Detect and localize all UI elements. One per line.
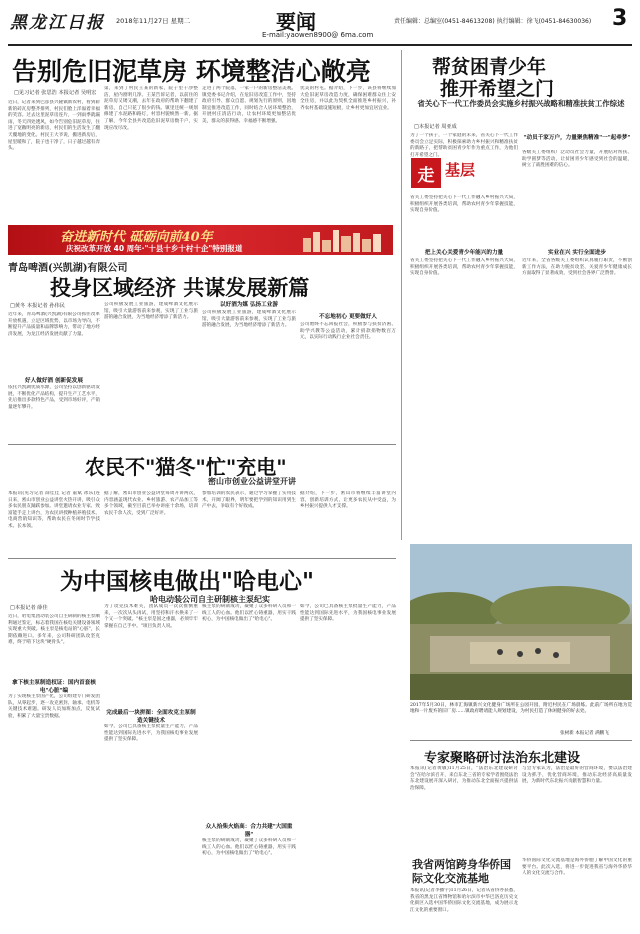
article7-col2: 华侨国际文化交流基地是海外侨胞了解中国文化的重要平台。此次入选，将进一步促进我省与海外华侨华人的文化交流与合作。 (522, 858, 632, 877)
article2-subhead1: 好人做好酒 创新促发展 (25, 378, 83, 384)
article5-col4: 近年来，全省各级关工委组织认真履行职责，不断创新工作方法，在助力脱贫攻坚、关爱青少年健康成长方面取得了显著成效，受到社会各界广泛赞誉。 (522, 258, 632, 277)
article4-subhead2: 完成最后一块拼图：全面攻克主泵制造关键技术 (106, 710, 196, 724)
article4-col4: 如今，公司已具备核主泵批量生产能力，产品性能达到国际先进水平，为我国核电事业发展提供了坚实保障。 (104, 724, 198, 743)
article4-title: 为中国核电做出"哈电心" (60, 568, 314, 595)
article1-col4: 优美的村屯。据介绍，下一步，该县将继续加大危旧泥草房改造力度，确保困难群众住上安全住房，并以此为契机全面推进乡村振兴，补齐农村基础设施短板，让乡村更加宜居宜业。 (300, 86, 396, 111)
article2-col4: 公司始终不忘回报社会，积极参与扶贫济困、助学兴教等公益活动，累计捐款捐物数百万元，以实际行动践行企业社会责任。 (300, 322, 396, 341)
banner-subtitle: 庆祝改革开放 40 周年·"十县十乡十村十企"特别报道 (66, 244, 243, 253)
article2-byline: □黄冬 本报记者 孙伟民 (10, 303, 65, 309)
article4-byline: □本报记者 薛佳 (10, 605, 48, 611)
article5-col1: 为了一个孩子，一个家庭的未来，省关心下一代工作委员会立足实际，积极探索助力乡村振兴和精准扶贫的新路子，把帮助贫困青少年作为重点工作，为他们打开希望之门。 (410, 133, 518, 158)
article6-title: 专家聚略研讨法治东北建设 (424, 751, 581, 766)
article4-subhead3: 众人拾柴火焰高：合力共建"大国重器" (205, 824, 293, 838)
article1-col3: 走进了两个院落，一家一户的新房整洁美观。镇党委书记介绍，在危旧房改造工作中，坚持政府引导、群众自愿、规划先行的原则，因地制宜推进改造工作，同时结合人居环境整治，开展村庄清洁行动，让农村环境更加整洁优美，群众的获得感、幸福感不断增强。 (202, 86, 296, 124)
article6-col1: 本报讯(记者黄敏)11月25日，"法治东北建设研讨会"在哈尔滨召开，来自东北三省的专家学者围绕法治东北建设展开深入研讨，为推动东北全面振兴提供法治保障。 (410, 766, 518, 791)
photo-caption: 2017年5月30日，林市汇海镇新兴文化健身广场所在公园开园，附近村民在广场晨练。此前广场所在地为荒地和一片废弃的旧厂房……镇政府聘请能人规划建设，为村民打造了休闲健身的好去处。 (410, 703, 632, 715)
article5-title-line2: 推开希望之门 (440, 78, 555, 100)
article2-company: 青岛啤酒(兴凯湖)有限公司 (8, 263, 128, 274)
article2-col3: 公司积极发展工业旅游，建成啤酒文化展示馆，吸引大量游客前来参观，实现了工业与旅游的融合发展，为当地经济增添了新活力。 (202, 310, 296, 329)
article7-col1: 本报讯(记者李播宇)11月26日，记者从省侨办获悉，我省的黑龙江省博物馆和哈尔滨市中华巴洛克历史文化街区入选中国华侨国际文化交流基地，成为展示龙江文化的重要窗口。 (410, 888, 518, 913)
section-rule (8, 558, 396, 559)
article3-subtitle: 密山市创业公益讲堂开讲 (208, 476, 296, 486)
article2-col1: 近年来，青岛啤酒(兴凯湖)有限公司抓住改革开放机遇，立足区域优势，以市场为导向，不断提升产品质量和品牌影响力，带动了地方经济发展，为龙江经济发展贡献了力量。 (8, 312, 100, 337)
article3-col1: 本报讯(见习记者 薛佳佳 记者 董斌 冰乐)连日来，密山市创业公益讲堂火热开讲，吸引众多农民朋友踊跃参加。讲堂邀请农业专家、致富能手走上讲台，为农民讲授种植养殖技术、电商营销知识等，帮助农民在冬闲时节学技术、长本领。 (8, 491, 100, 529)
skyline-icon (299, 228, 387, 252)
section-rule (8, 444, 396, 445)
article1-col2: 第，来到了村民王某的新家，院子里干净整洁，屋内窗明几净。王某告诉记者，以前住的泥草房又矮又潮，去年在政府的帮助下翻建了新房，自己只花了很少的钱。镇里还统一规划修建了水泥路和路灯，村容村貌焕然一新。据了解，今年全县共改造危旧泥草房数千户，实现应改尽改。 (104, 86, 198, 131)
editor-info: 责任编辑：总编室(0451-84613208) 执行编辑：徐飞(0451-84630036) (394, 18, 592, 25)
zou-jiceng-label: 基层 (445, 161, 476, 179)
article3-col2: 据了解，密山市创业公益讲堂每周开讲两次，内容涵盖现代农业、乡村旅游、农产品加工等多个领域，截至目前已举办讲座十余场，培训农民千余人次，受到广泛好评。 (104, 491, 198, 516)
article5-col3: 省关工委坚持把关心下一代工作融入乡村振兴大局，积极组织开展各类培训，帮助农村青少年掌握技能，实现自身价值。 (410, 258, 518, 277)
park-photo (410, 544, 632, 700)
page-number: 3 (612, 6, 628, 31)
article4-col1: 近日，哈电集团动装公司自主研制的核主泵顺利通过鉴定，标志着我国在核电关键设备领域实现重大突破。核主泵是核电站的"心脏"，长期依赖进口。多年来，公司科研团队攻坚克难，终于啃下这块"硬骨头"。 (8, 614, 100, 646)
article4-subtitle: 哈电动装公司自主研制核主泵纪实 (150, 594, 270, 604)
article1-byline: □见习记者 张思浩 本报记者 吴明宏 (14, 90, 97, 96)
section-email: E-mail:yaowen8900@ 6ma.com (262, 31, 374, 39)
article4-col5: 核主泵的研制成功，凝聚了众多科研人员和一线工人的心血。他们以匠心铸重器，用实干践初心，为中国核电做出了"哈电心"。 (202, 838, 296, 857)
issue-date: 2018年11月27日 星期二 (116, 17, 191, 25)
article5-col2: 各级关工委组织广泛动员社会力量，开展结对帮扶、助学圆梦等活动，让贫困青少年感受到社会的温暖，树立了战胜困难的信心。 (522, 150, 632, 169)
section-rule (410, 740, 632, 741)
park-scene-icon (410, 544, 632, 700)
article4-subhead1: 拿下核主泵制造权证：国内首套核电"心脏"编 (12, 680, 96, 694)
article2-subhead2: 以好酒为媒 弘扬工业游 (220, 302, 278, 308)
article5-title-line1: 帮贫困青少年 (432, 56, 547, 78)
article2-title: 投身区域经济 共谋发展新篇 (50, 275, 310, 300)
zou-jiceng-badge: 走 (411, 158, 441, 188)
article4-col2: 为了实现核主泵国产化，公司组建专门研发团队，从零起步，逐一攻克密封、轴承、电机等关键技术难题。研发人员加班加点，反复试验，积累了大量宝贵数据。 (8, 694, 100, 719)
article5-col1b: 省关工委坚持把关心下一代工作融入乡村振兴大局，积极组织开展各类培训，帮助农村青少年掌握技能，实现自身价值。 (410, 195, 518, 214)
banner-title: 奋进新时代 砥砺向前40年 (60, 230, 213, 245)
article1-title: 告别危旧泥草房 环境整洁心敞亮 (12, 57, 371, 86)
article5-subtitle: 省关心下一代工作委员会实施乡村振兴战略和精准扶贫工作综述 (417, 99, 625, 108)
anniversary-banner (8, 225, 393, 255)
newspaper-logo: 黑龙江日报 (10, 13, 105, 33)
article3-title: 农民不"猫冬"忙"充电" (85, 455, 287, 479)
article6-col2: 与会专家认为，法治是最好的营商环境，要以法治建设为抓手，优化营商环境，推动东北经济高质量发展，为新时代东北振兴贡献智慧和力量。 (522, 766, 632, 785)
article2-col2: 依托兴凯湖优质水源，公司坚持以创新驱动发展，不断优化产品结构，提升生产工艺水平，先后推出多款特色产品，受到市场好评，产销量逐年攀升。 (8, 385, 100, 410)
article4-col3: 为了攻克技术难关，团队成员一次次推倒重来，一次次从头再试，用坚持和汗水换来了一个又一个突破。"核主泵是国之重器，必须牢牢掌握在自己手中。"项目负责人说。 (104, 604, 198, 629)
article7-title: 我省两馆跨身华侨国际文化交流基地 (412, 858, 511, 885)
article4-col6: 如今，公司已具备核主泵批量生产能力，产品性能达到国际先进水平，为我国核电事业发展提供了坚实保障。 (300, 604, 396, 623)
article5-byline: □本报记者 周亚成 (414, 124, 457, 130)
masthead (8, 4, 632, 46)
article5-subhead2: 把上关心关爱青少年能兴的力量 (424, 250, 504, 256)
section-title: 要闻 (276, 10, 316, 34)
article4-col4b: 核主泵的研制成功，凝聚了众多科研人员和一线工人的心血。他们以匠心铸重器，用实干践初心，为中国核电做出了"哈电心"。 (202, 604, 296, 623)
column-divider (401, 50, 402, 540)
article3-col3: 参加培训的农民表示，通过学习掌握了实用技术，开阔了眼界，明年要把学到的知识用到生产中去，争取有个好收成。 (202, 491, 296, 510)
photo-credit: 张树新 本报记者 满鹏飞 (560, 731, 609, 736)
article2-col2b: 公司积极发展工业旅游，建成啤酒文化展示馆，吸引大量游客前来参观，实现了工业与旅游的融合发展，为当地经济增添了新活力。 (104, 302, 198, 321)
article2-subhead3: 不忘地初心 更要做好人 (319, 314, 377, 320)
article5-subhead1: "动员千家万户，力量聚焦精准"一"起牵梦" (523, 135, 631, 141)
article5-subhead3: 实业在兴 实行全面进步 (548, 250, 606, 256)
article3-col4: 据介绍，下一步，密山市将继续丰富讲堂内容，创新培训方式，让更多农民从中受益，为乡村振兴提供人才支撑。 (300, 491, 396, 510)
article1-col1: 近日，记者来到巴彦县兴隆镇新农村，看到崭新的砖瓦房整齐排列，村民们脸上洋溢着幸福的笑容。过去这里泥草房连片，一到雨季就漏雨，冬天四处透风，如今告别危旧泥草房，住进了宽敞明亮的新房，村民们的生活发生了翻天覆地的变化。村民王大爷说，搬进新房后，屋里暖和了，院子也干净了，日子越过越有奔头。 (8, 100, 100, 152)
